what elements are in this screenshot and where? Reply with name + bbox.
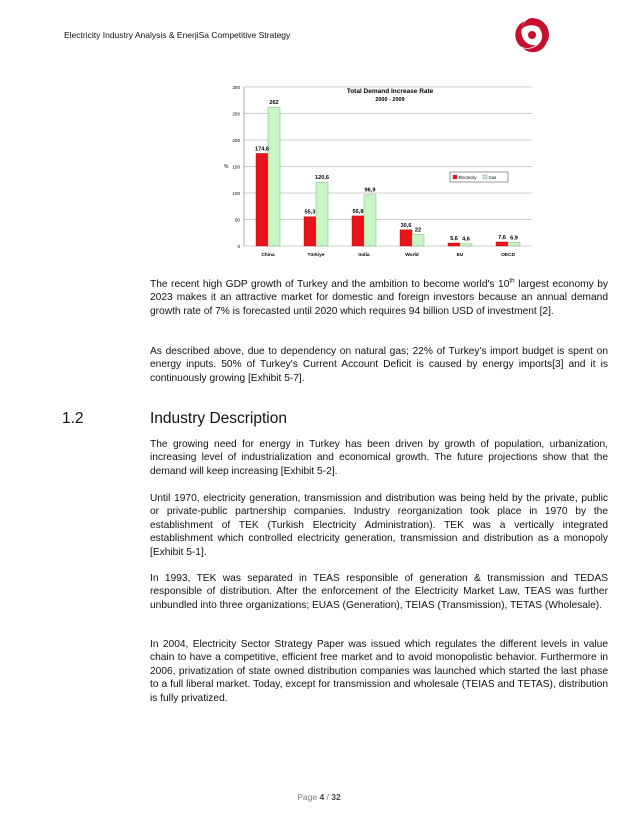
page-footer-separator: / xyxy=(324,792,332,802)
paragraph-history-2004-text: In 2004, Electricity Sector Strategy Paper was issued which regulates the different levels in value chain to have a competitive, efficient free market and to avoid monopolistic behavior. Furthermore in 2006, privatization of state owned distribution companies was launched which started the last phase to a full liberal market. Today, except for transmission and wholesale (TEIAS and TETAS), distribution is fully privatized. xyxy=(150,639,608,704)
page-number-current: 4 xyxy=(319,792,325,802)
x-tick-label: Türkiye xyxy=(307,253,325,258)
spiral-logo-icon xyxy=(511,14,553,56)
x-tick-label: World xyxy=(405,253,419,258)
bar-electricity-oecd xyxy=(496,242,508,246)
bar-gas-india xyxy=(364,195,376,246)
x-tick-label: India xyxy=(358,253,370,258)
paragraph-energy-need xyxy=(150,438,608,478)
bar-electricity-india xyxy=(352,216,364,246)
chart-title: Total Demand Increase Rate xyxy=(346,88,434,95)
paragraph-history-1993 xyxy=(150,572,608,612)
bar-gas-eu xyxy=(460,244,472,246)
data-label: 4,6 xyxy=(462,236,470,243)
x-tick-label: EU xyxy=(456,253,464,258)
data-label: 22 xyxy=(414,227,422,234)
y-tick-label: 100 xyxy=(232,191,240,196)
data-label: 262 xyxy=(269,100,279,107)
paragraph-gdp-growth xyxy=(150,278,608,318)
bar-electricity-china xyxy=(256,153,268,246)
paragraph-gdp-growth-text-a: The recent high GDP growth of Turkey and the ambition to become world's 10 xyxy=(150,279,510,290)
y-tick-label: 50 xyxy=(234,217,240,223)
y-tick-label: 300 xyxy=(232,85,240,90)
legend-label-electricity: Electricity xyxy=(458,174,477,180)
data-label: 6,9 xyxy=(510,235,518,242)
paragraph-energy-need-text: The growing need for energy in Turkey has been driven by growth of population, urbanization, increasing level of industrialization and economical growth. The future projections show that the demand will keep increasing [Exhibit 5-2]. xyxy=(150,439,608,477)
data-label: 56,8 xyxy=(352,208,364,215)
y-tick-label: 150 xyxy=(232,164,240,170)
bar-electricity-world xyxy=(400,230,412,246)
demand-increase-chart xyxy=(218,78,536,266)
data-label: 120,6 xyxy=(315,175,329,182)
legend-swatch-gas xyxy=(483,175,487,179)
x-tick-label: China xyxy=(261,253,275,258)
data-label: 55,3 xyxy=(304,209,316,216)
bar-gas-china xyxy=(268,107,280,246)
paragraph-energy-imports-text: As described above, due to dependency on natural gas; 22% of Turkey's import budget is spent on energy inputs. 50% of Turkey's Current Account Deficit is caused by energy imports[3] and it is continuously growing [Exhibit 5-7]. xyxy=(150,346,608,384)
x-tick-label: OECD xyxy=(501,253,515,258)
paragraph-history-1993-text: In 1993, TEK was separated in TEAS responsible of generation & transmission and TEDAS responsible of distribution. After the enforcement of the Electricity Market Law, TEAS was further unbundled into three organizations; EUAS (Generation), TEIAS (Transmission), TETAS (Wholesale). xyxy=(150,573,608,611)
data-label: 5,6 xyxy=(450,236,458,243)
legend-label-gas: Gas xyxy=(488,174,497,180)
header-title: Electricity Industry Analysis & EnerjiSa Competitive Strategy xyxy=(64,30,291,40)
y-tick-label: 0 xyxy=(237,244,240,249)
paragraph-history-1970 xyxy=(150,492,608,559)
data-label: 96,9 xyxy=(364,187,376,194)
section-number: 1.2 xyxy=(62,410,84,427)
data-label: 30,6 xyxy=(400,222,412,229)
paragraph-energy-imports xyxy=(150,345,608,385)
paragraph-history-2004 xyxy=(150,638,608,705)
bar-gas-türkiye xyxy=(316,182,328,246)
paragraph-history-1970-text: Until 1970, electricity generation, transmission and distribution was being held by the private, public or private-public partnership companies. Industry reorganization took place in 1970 by the establishment of TEK (Turkish Electricity Administration). TEK was a vertically integrated establishment which controlled electricity generation, transmission and distribution as a monopoly [Exhibit 5-1]. xyxy=(150,493,608,558)
page-footer-prefix: Page xyxy=(297,792,320,802)
paragraph-gdp-growth-text-b: largest economy by 2023 makes it an attractive market for domestic and foreign investors because an annual demand growth rate of 7% is forecasted until 2020 which requires 94 billion USD of investment [2]. xyxy=(150,279,608,317)
page-number-total: 32 xyxy=(331,792,341,802)
bar-electricity-eu xyxy=(448,243,460,246)
bar-gas-oecd xyxy=(508,242,520,246)
data-label: 174,6 xyxy=(255,146,269,153)
y-tick-label: 250 xyxy=(232,111,240,117)
bar-gas-world xyxy=(412,234,424,246)
section-title: Industry Description xyxy=(150,410,287,427)
legend-swatch-electricity xyxy=(453,175,457,179)
bar-electricity-türkiye xyxy=(304,217,316,246)
data-label: 7,6 xyxy=(498,234,506,241)
chart-ylabel: % xyxy=(224,164,229,170)
page-footer xyxy=(0,792,638,802)
chart-subtitle: 2000 - 2009 xyxy=(375,97,405,103)
ordinal-superscript: th xyxy=(509,277,515,285)
y-tick-label: 200 xyxy=(232,138,240,143)
